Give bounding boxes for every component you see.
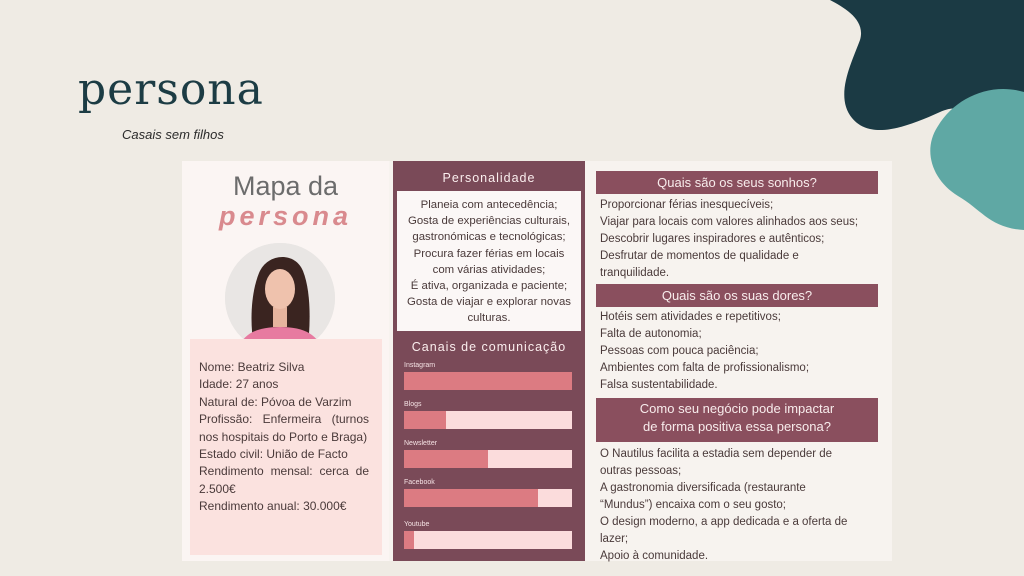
impact-line: O Nautilus facilita a estadia sem depender de <box>600 448 833 460</box>
dreams-list <box>600 197 882 282</box>
channel-bar-blogs <box>404 411 572 429</box>
channel-bar-fill <box>404 372 572 390</box>
teal-blob-shape <box>930 89 1024 230</box>
dreams-line: Viajar para locais com valores alinhados aos seus; <box>600 216 859 228</box>
personality-list <box>397 191 581 327</box>
dreams-line: tranquilidade. <box>600 267 670 279</box>
channel-bar-fill <box>404 531 414 549</box>
impact-line: “Mundus”) encaixa com o seu gosto; <box>600 499 787 511</box>
slide-title: persona <box>78 64 264 115</box>
woman-portrait-icon <box>225 243 335 353</box>
impact-line: outras pessoas; <box>600 465 682 477</box>
info-civil-status: Estado civil: União de Facto <box>199 447 348 462</box>
persona-info-box <box>190 339 382 555</box>
personality-header: Personalidade <box>442 171 536 185</box>
channel-label-facebook: Facebook <box>404 479 435 486</box>
personality-line: É ativa, organizada e paciente; <box>410 280 568 293</box>
channel-bar-instagram <box>404 372 572 390</box>
personality-line: Gosta de experiências culturais, <box>407 215 571 228</box>
pains-header: Quais são os suas dores? <box>596 284 878 307</box>
persona-avatar <box>225 243 335 353</box>
channels-header: Canais de comunicação <box>411 340 567 354</box>
questions-column <box>594 161 892 561</box>
impact-line: O design moderno, a app dedicada e a oferta de <box>600 516 848 528</box>
persona-profile-column <box>182 161 389 561</box>
personality-line: gastronómicas e tecnológicas; <box>412 231 566 244</box>
info-name: Nome: Beatriz Silva <box>199 360 305 374</box>
impact-list <box>600 446 882 565</box>
channel-bar-youtube <box>404 531 572 549</box>
info-annual-income: Rendimento anual: 30.000€ <box>199 499 347 514</box>
personality-box <box>397 191 581 331</box>
portrait-neck <box>273 307 287 327</box>
pains-line: Ambientes com falta de profissionalismo; <box>600 362 810 374</box>
impact-line: lazer; <box>600 533 629 545</box>
impact-line: Apoio à comunidade. <box>600 550 709 562</box>
pains-line: Pessoas com pouca paciência; <box>600 345 759 357</box>
info-age: Idade: 27 anos <box>199 377 279 392</box>
personality-line: Procura fazer férias em locais <box>413 247 565 260</box>
personality-line: culturas. <box>467 312 511 325</box>
channel-label-blogs: Blogs <box>404 401 422 408</box>
personality-channels-column <box>393 161 585 561</box>
info-monthly-income: Rendimento mensal: cerca de 2.500€ <box>199 464 369 496</box>
map-title-line2: persona <box>218 201 353 231</box>
channel-bar-facebook <box>404 489 572 507</box>
info-origin: Natural de: Póvoa de Varzim <box>199 394 352 409</box>
portrait-face <box>265 269 295 309</box>
personality-line: com várias atividades; <box>432 263 546 276</box>
pains-line: Hotéis sem atividades e repetitivos; <box>600 311 781 323</box>
channel-bar-fill <box>404 411 446 429</box>
slide-subtitle: Casais sem filhos <box>122 127 224 142</box>
pains-line: Falsa sustentabilidade. <box>600 379 718 391</box>
impact-line: A gastronomia diversificada (restaurante <box>600 482 806 494</box>
pains-line: Falta de autonomia; <box>600 328 702 340</box>
persona-card <box>182 161 892 561</box>
impact-header <box>596 398 878 442</box>
persona-info-list <box>199 359 369 516</box>
channel-bar-fill <box>404 450 488 468</box>
impact-header-line1: Como seu negócio pode impactar <box>639 401 835 416</box>
pains-list <box>600 309 882 394</box>
channel-bar-newsletter <box>404 450 572 468</box>
dreams-line: Desfrutar de momentos de qualidade e <box>600 250 799 262</box>
map-title-line1: Mapa da <box>232 171 339 201</box>
dreams-header: Quais são os seus sonhos? <box>596 171 878 194</box>
impact-header-line2: de forma positiva essa persona? <box>643 419 831 434</box>
personality-line: Planeia com antecedência; <box>420 199 558 211</box>
personality-line: Gosta de viajar e explorar novas <box>407 296 571 309</box>
channel-bar-fill <box>404 489 538 507</box>
channel-label-instagram: Instagram <box>404 362 436 369</box>
dreams-line: Descobrir lugares inspiradores e autênticos; <box>600 233 825 245</box>
channel-label-newsletter: Newsletter <box>404 440 438 447</box>
channel-label-youtube: Youtube <box>404 521 430 528</box>
info-profession: Profissão: Enfermeira (turnos nos hospitais do Porto e Braga) <box>199 412 369 444</box>
dreams-line: Proporcionar férias inesquecíveis; <box>600 199 774 211</box>
